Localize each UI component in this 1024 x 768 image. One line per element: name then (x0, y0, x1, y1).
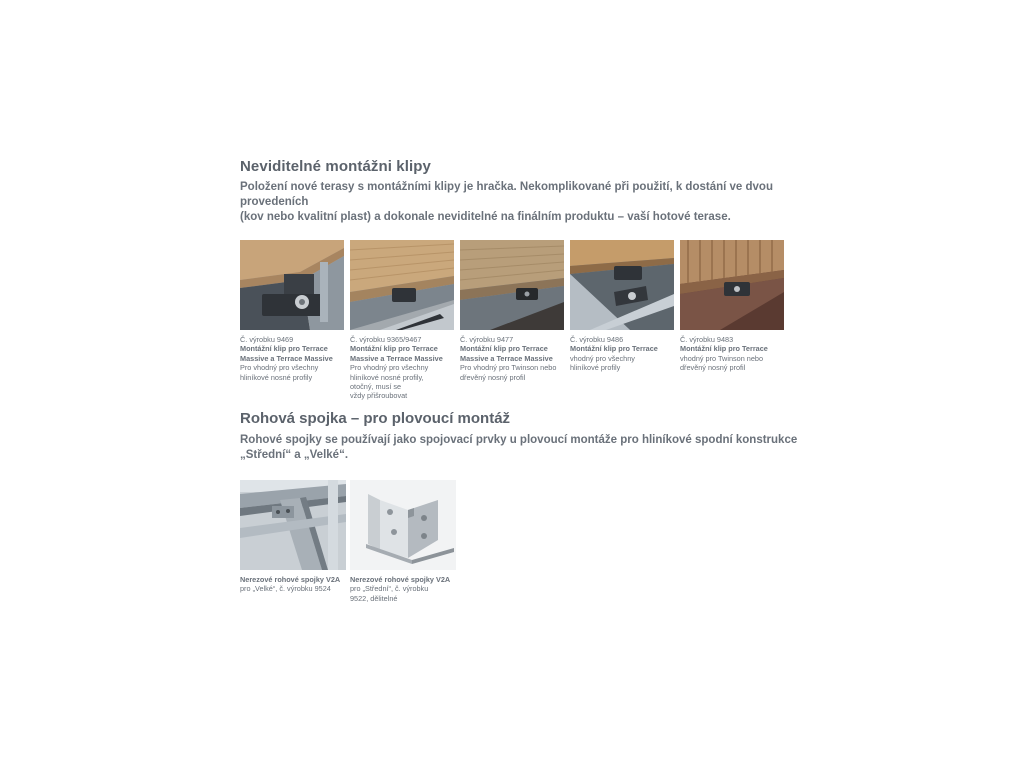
caption-line: Pro vhodný pro všechny (350, 363, 429, 373)
clip-9483-photo (680, 240, 784, 330)
lead-line: „Střední“ a „Velké“. (240, 449, 349, 461)
caption-line: Massive a Terrace Massive (460, 353, 553, 363)
caption-line: vhodný pro všechny (570, 353, 635, 363)
clip-9469-photo (240, 240, 344, 330)
caption-line: hliníkové nosné profily, (350, 372, 424, 382)
product-card-9522 (350, 480, 458, 603)
caption-line: pro „Velké“, č. výrobku 9524 (240, 584, 331, 594)
product-card-9469 (240, 240, 348, 382)
product-caption (570, 335, 678, 373)
product-caption (350, 575, 458, 603)
caption-line: Montážní klip pro Terrace (460, 344, 548, 354)
product-card-9486 (570, 240, 678, 373)
section-title-invisible-clips: Neviditelné montážni klipy (240, 158, 431, 175)
caption-line: Massive a Terrace Massive (350, 353, 443, 363)
product-card-9365-9467 (350, 240, 458, 401)
clip-9486-photo (570, 240, 674, 330)
lead-line: Rohové spojky se používají jako spojovací prvky u plovoucí montáže pro hliníkové spodní konstrukce (240, 434, 798, 446)
caption-line: Montážní klip pro Terrace (350, 344, 438, 354)
caption-line: hliníkové nosné profily (240, 372, 313, 382)
caption-line: dřevěný nosný profil (460, 372, 526, 382)
caption-line: hliníkové profily (570, 363, 621, 373)
caption-line: Montážní klip pro Terrace (570, 344, 658, 354)
section-lead-invisible-clips (240, 180, 800, 225)
product-card-9524 (240, 480, 348, 594)
corner-connector-9522-photo (350, 480, 456, 570)
lead-line: Položení nové terasy s montážními klipy je hračka. Nekomplikované při použití, k dostání ve dvou provedeních (240, 181, 773, 208)
caption-line: Montážní klip pro Terrace (680, 344, 768, 354)
caption-line: Č. výrobku 9469 (240, 335, 294, 344)
corner-connector-9524-photo (240, 480, 346, 570)
product-caption (680, 335, 788, 373)
clip-9477-photo (460, 240, 564, 330)
caption-line: Pro vhodný pro Twinson nebo (460, 363, 557, 373)
section-title-corner-connector: Rohová spojka – pro plovoucí montáž (240, 410, 511, 427)
caption-line: Pro vhodný pro všechny (240, 363, 319, 373)
lead-line: (kov nebo kvalitní plast) a dokonale neviditelné na finálním produktu – vaší hotové terase. (240, 211, 731, 223)
caption-line: otočný, musí se (350, 382, 402, 392)
caption-line: Montážní klip pro Terrace (240, 344, 328, 354)
caption-line: Nerezové rohové spojky V2A (240, 575, 341, 584)
product-card-9477 (460, 240, 568, 382)
section-lead-corner-connector (240, 433, 800, 463)
clip-9365-9467-photo (350, 240, 454, 330)
product-caption (240, 575, 348, 594)
caption-line: vhodný pro Twinson nebo (680, 353, 764, 363)
product-caption (350, 335, 458, 401)
caption-line: Č. výrobku 9365/9467 (350, 335, 422, 344)
caption-line: Č. výrobku 9483 (680, 335, 734, 344)
caption-line: Nerezové rohové spojky V2A (350, 575, 451, 584)
product-caption (240, 335, 348, 382)
caption-line: Č. výrobku 9486 (570, 335, 624, 344)
caption-line: vždy přišroubovat (350, 391, 408, 401)
caption-line: Č. výrobku 9477 (460, 335, 514, 344)
product-caption (460, 335, 568, 382)
caption-line: 9522, dělitelné (350, 593, 398, 603)
caption-line: Massive a Terrace Massive (240, 353, 333, 363)
product-card-9483 (680, 240, 788, 373)
caption-line: dřevěný nosný profil (680, 363, 746, 373)
caption-line: pro „Střední“, č. výrobku (350, 584, 429, 594)
